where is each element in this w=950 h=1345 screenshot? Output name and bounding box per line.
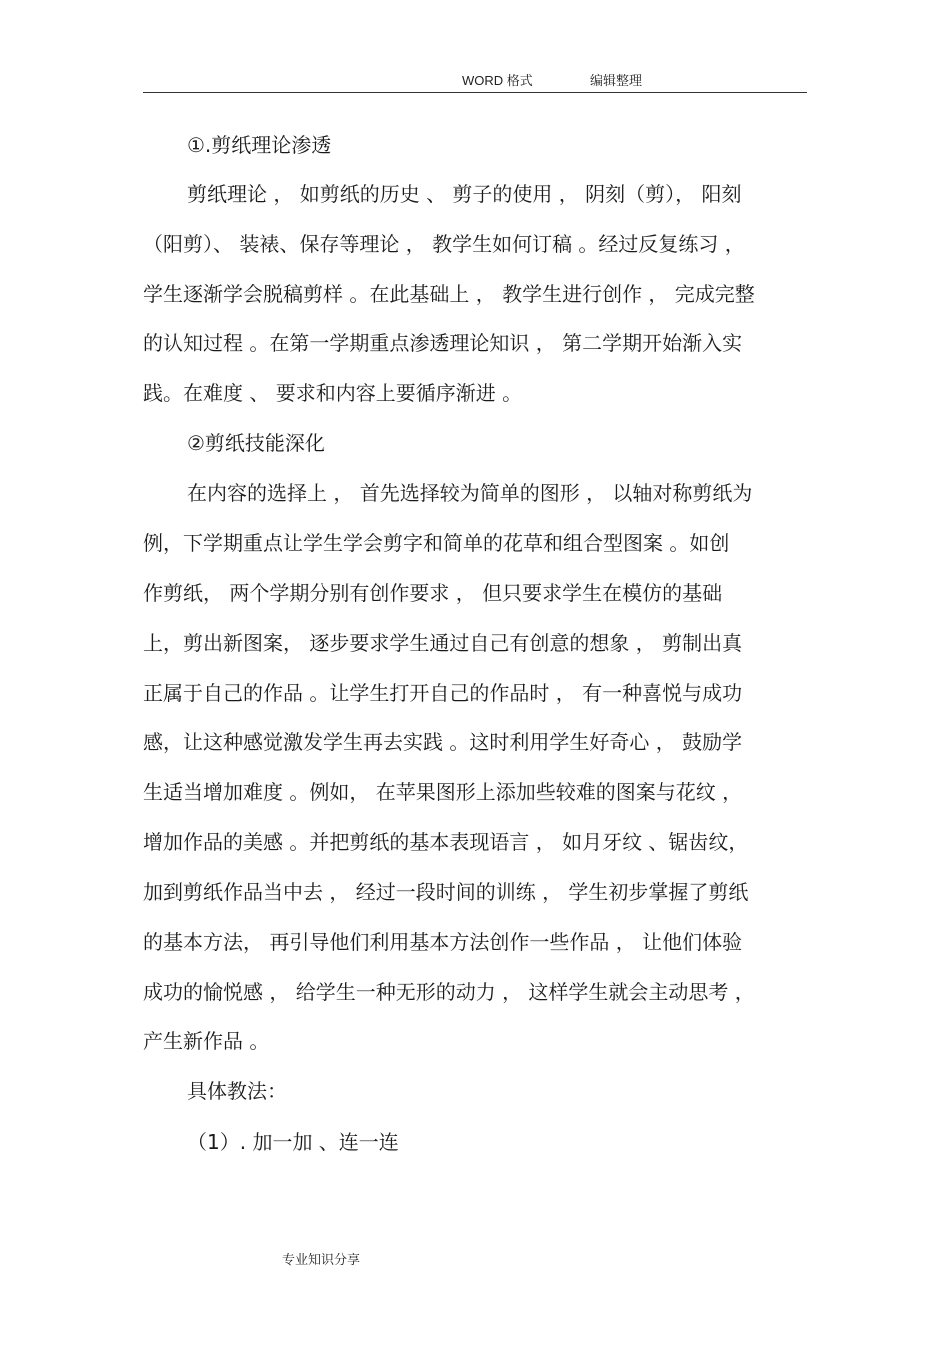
paragraph-line: 的认知过程 。在第一学期重点渗透理论知识 ， 第二学期开始渐入实: [143, 331, 743, 355]
paragraph-line: （阳剪）、 装裱、保存等理论 ， 教学生如何订稿 。经过反复练习 ，: [143, 232, 745, 256]
paragraph-line: 上，剪出新图案， 逐步要求学生通过自己有创意的想象 ， 剪制出真: [143, 631, 743, 655]
paragraph-line: 在内容的选择上 ， 首先选择较为简单的图形 ， 以轴对称剪纸为: [187, 481, 753, 505]
paragraph-line: 成功的愉悦感 ， 给学生一种无形的动力 ， 这样学生就会主动思考 ，: [143, 980, 755, 1004]
paragraph-line: 作剪纸， 两个学期分别有创作要求 ， 但只要求学生在模仿的基础: [143, 581, 723, 605]
paragraph-line: 的基本方法， 再引导他们利用基本方法创作一些作品 ， 让他们体验: [143, 930, 743, 954]
paragraph-line: 正属于自己的作品 。让学生打开自己的作品时 ， 有一种喜悦与成功: [143, 681, 743, 705]
paragraph-line: 产生新作品 。: [143, 1029, 270, 1053]
paragraph-line: 剪纸理论 ， 如剪纸的历史 、 剪子的使用 ， 阴刻（剪）， 阳刻: [187, 182, 742, 206]
method-heading: 具体教法：: [187, 1079, 287, 1103]
section-heading-1: ①.剪纸理论渗透: [187, 133, 332, 157]
paragraph-line: 例，下学期重点让学生学会剪字和简单的花草和组合型图案 。如创: [143, 531, 730, 555]
paragraph-line: 增加作品的美感 。并把剪纸的基本表现语言 ， 如月牙纹 、锯齿纹，: [143, 830, 749, 854]
paragraph-line: 学生逐渐学会脱稿剪样 。在此基础上 ， 教学生进行创作 ， 完成完整: [143, 282, 755, 306]
paragraph-line: 生适当增加难度 。例如， 在苹果图形上添加些较难的图案与花纹 ，: [143, 780, 743, 804]
paragraph-line: 践。在难度 、 要求和内容上要循序渐进 。: [143, 381, 523, 405]
paragraph-line: 感，让这种感觉激发学生再去实践 。这时利用学生好奇心 ， 鼓励学: [143, 730, 743, 754]
page-footer: 专业知识分享: [282, 1253, 361, 1268]
header-format-label: WORD 格式: [462, 73, 533, 88]
header-edit-label: 编辑整理: [590, 74, 643, 89]
method-item-1: （1）. 加一加 、连一连: [187, 1130, 399, 1154]
section-heading-2: ②剪纸技能深化: [187, 431, 325, 455]
page-header: [143, 68, 807, 93]
paragraph-line: 加到剪纸作品当中去 ， 经过一段时间的训练 ， 学生初步掌握了剪纸: [143, 880, 749, 904]
